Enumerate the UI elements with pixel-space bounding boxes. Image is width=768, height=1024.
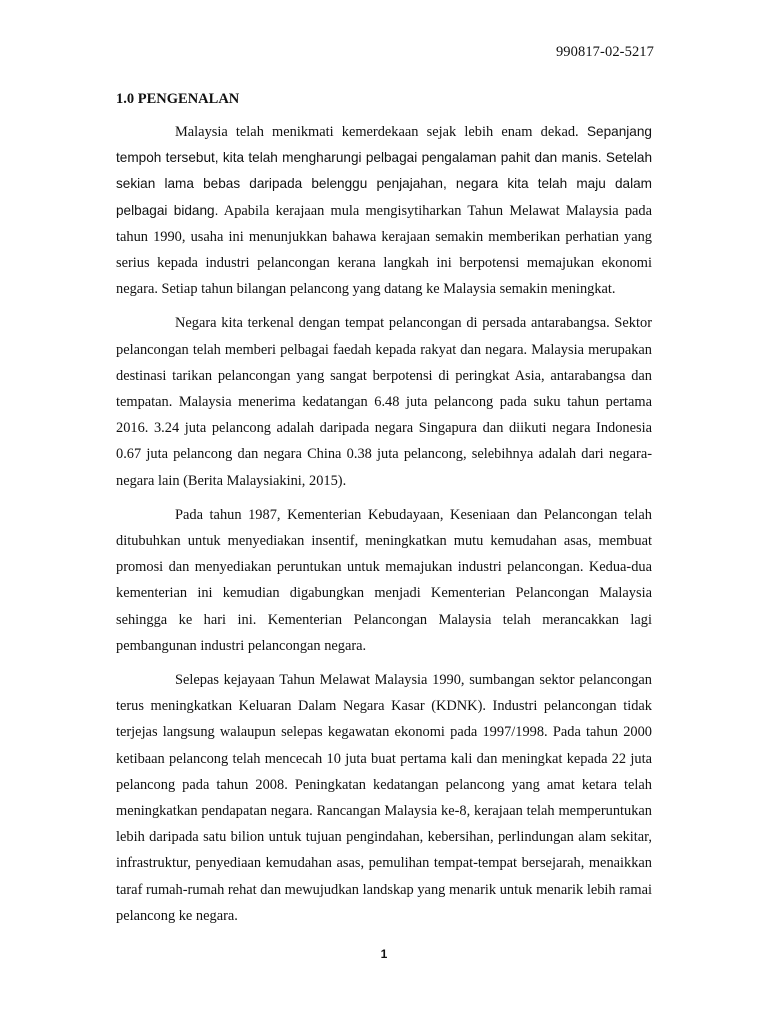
paragraph-4: Selepas kejayaan Tahun Melawat Malaysia 1990, sumbangan sektor pelancongan terus meningkatkan Keluaran Dalam Negara Kasar (KDNK). Industri pelancongan tidak terjejas langsung walaupun selepas kegawatan ekonomi pada 1997/1998. Pada tahun 2000 ketibaan pelancong telah mencecah 10 juta buat pertama kali dan meningkat kepada 22 juta pelancong pada tahun 2008. Peningkatan kedatangan pelancong yang amat ketara telah meningkatkan pendapatan negara. Rancangan Malaysia ke-8, kerajaan telah memperuntukan lebih daripada satu bilion untuk tujuan pengindahan, kebersihan, perlindungan alam sekitar, infrastruktur, penyediaan kemudahan asas, pemulihan tempat-tempat bersejarah, menaikkan taraf rumah-rumah rehat dan mewujudkan landskap yang menarik untuk menarik lebih ramai pelancong ke negara. [116, 672, 652, 924]
paragraph-2: Negara kita terkenal dengan tempat pelancongan di persada antarabangsa. Sektor pelancongan telah memberi pelbagai faedah kepada rakyat dan negara. Malaysia merupakan destinasi tarikan pelancongan yang sangat berpotensi di peringkat Asia, antarabangsa dan tempatan. Malaysia menerima kedatangan 6.48 juta pelancong pada suku tahun pertama 2016. 3.24 juta pelancong adalah daripada negara Singapura dan diikuti negara Indonesia 0.67 juta pelancong dan negara China 0.38 juta pelancong, selebihnya adalah dari negara-negara lain (Berita Malaysiakini, 2015). [116, 315, 652, 489]
student-id-number: 990817-02-5217 [555, 44, 654, 60]
page-number: 1 [380, 947, 388, 961]
paragraph-1-part-2: Sepanjang tempoh tersebut, kita telah mengharungi pelbagai pengalaman pahit dan manis. Setelah sekian lama bebas daripada belenggu penjajahan, negara kita telah maju dalam pelbagai bidang. [116, 124, 652, 218]
section-heading: 1.0 PENGENALAN [116, 91, 240, 107]
paragraph-1-part-1: Malaysia telah menikmati kemerdekaan sejak lebih enam dekad. [175, 124, 579, 140]
paragraph-3: Pada tahun 1987, Kementerian Kebudayaan, Keseniaan dan Pelancongan telah ditubuhkan untuk menyediakan insentif, meningkatkan mutu kemudahan asas, membuat promosi dan menyediakan peruntukan untuk memajukan industri pelancongan. Kedua-dua kementerian ini kemudian digabungkan menjadi Kementerian Pelancongan Malaysia sehingga ke hari ini. Kementerian Pelancongan Malaysia telah merancakkan lagi pembangunan industri pelancongan negara. [116, 506, 652, 654]
document-body [116, 88, 652, 937]
paragraph-1 [116, 119, 652, 302]
paragraph-1-part-3: Apabila kerajaan mula mengisytiharkan Tahun Melawat Malaysia pada tahun 1990, usaha ini menunjukkan bahawa kerajaan semakin memberikan perhatian yang serius kepada industri pelancongan kerana langkah ini berpotensi memajukan ekonomi negara. Setiap tahun bilangan pelancong yang datang ke Malaysia semakin meningkat. [116, 202, 652, 298]
